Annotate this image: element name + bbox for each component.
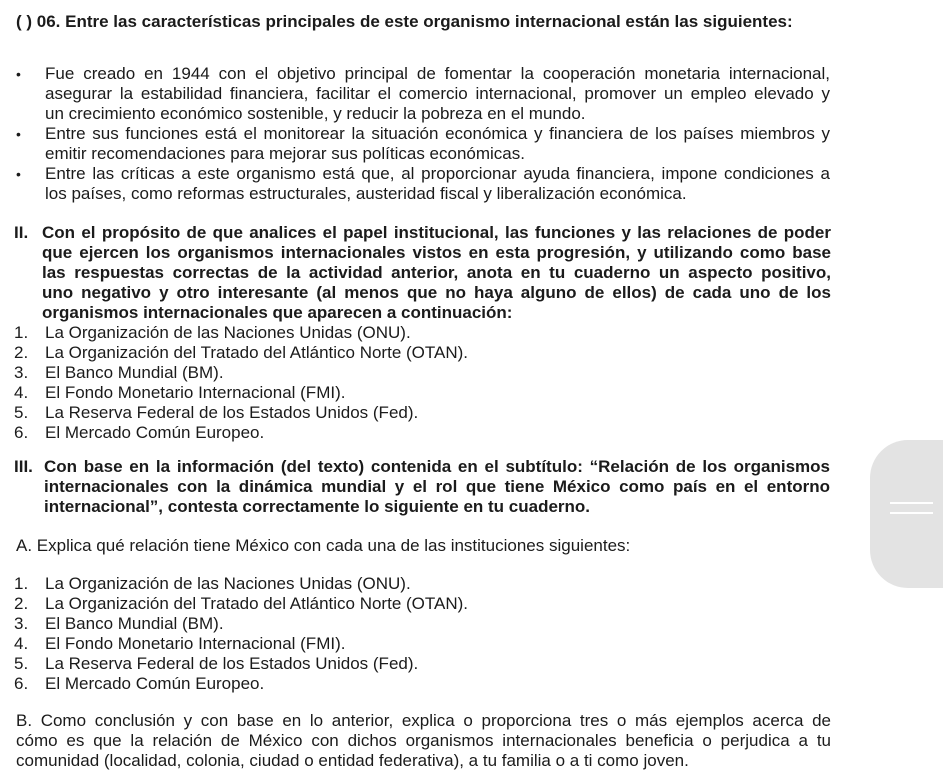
list-number: 3. bbox=[14, 363, 29, 382]
part-b-line-2: cómo es que la relación de México con dichos organismos internacionales beneficia o perjudica a tu bbox=[16, 731, 831, 750]
list-number: 6. bbox=[14, 674, 29, 693]
list-item: La Organización de las Naciones Unidas (ONU). bbox=[45, 574, 411, 593]
list-number: 4. bbox=[14, 634, 29, 653]
part-b-line-1: B. Como conclusión y con base en lo anterior, explica o proporciona tres o más ejemplos acerca de bbox=[16, 711, 831, 730]
bullet-marker: • bbox=[16, 126, 21, 142]
list-number: 1. bbox=[14, 323, 29, 342]
section-2-marker: II. bbox=[14, 223, 29, 242]
list-number: 2. bbox=[14, 343, 29, 362]
list-number: 5. bbox=[14, 654, 29, 673]
list-item: El Fondo Monetario Internacional (FMI). bbox=[45, 634, 346, 653]
bullet-2-line-1: Entre sus funciones está el monitorear la situación económica y financiera de los países miembros y bbox=[45, 124, 830, 143]
list-item: La Organización de las Naciones Unidas (ONU). bbox=[45, 323, 411, 342]
bullet-3-line-2: los países, como reformas estructurales, austeridad fiscal y liberalización económica. bbox=[45, 184, 687, 203]
list-item: El Mercado Común Europeo. bbox=[45, 674, 265, 693]
list-number: 5. bbox=[14, 403, 29, 422]
part-b-line-3: comunidad (localidad, colonia, ciudad o entidad federativa), a tu familia o a ti como joven. bbox=[16, 751, 689, 770]
list-item: El Mercado Común Europeo. bbox=[45, 423, 265, 442]
bullet-1-line-3: un crecimiento económico sostenible, y reducir la pobreza en el mundo. bbox=[45, 104, 586, 123]
list-item: El Banco Mundial (BM). bbox=[45, 363, 224, 382]
list-number: 3. bbox=[14, 614, 29, 633]
bullet-1-line-1: Fue creado en 1944 con el objetivo principal de fomentar la cooperación monetaria internacional, bbox=[45, 64, 830, 83]
section-3-line-3: internacional”, contesta correctamente lo siguiente en tu cuaderno. bbox=[44, 497, 591, 516]
section-2-line-1: Con el propósito de que analices el papel institucional, las funciones y las relaciones de poder bbox=[42, 223, 831, 242]
list-item: La Reserva Federal de los Estados Unidos (Fed). bbox=[45, 654, 419, 673]
list-item: El Fondo Monetario Internacional (FMI). bbox=[45, 383, 346, 402]
list-number: 1. bbox=[14, 574, 29, 593]
section-3-marker: III. bbox=[14, 457, 33, 476]
bullet-3-line-1: Entre las críticas a este organismo está que, al proporcionar ayuda financiera, impone condiciones a bbox=[45, 164, 830, 183]
list-item: El Banco Mundial (BM). bbox=[45, 614, 224, 633]
bullet-2-line-2: emitir recomendaciones para mejorar sus políticas económicas. bbox=[45, 144, 525, 163]
section-2-line-3: las respuestas correctas de la actividad anterior, anota en tu cuaderno un aspecto positivo, bbox=[42, 263, 831, 282]
section-3-line-1: Con base en la información (del texto) contenida en el subtítulo: “Relación de los organismos bbox=[44, 457, 830, 476]
list-number: 6. bbox=[14, 423, 29, 442]
handle-grip-icon bbox=[890, 502, 933, 518]
list-item: La Organización del Tratado del Atlántico Norte (OTAN). bbox=[45, 594, 468, 613]
section-2-line-5: organismos internacionales que aparecen a continuación: bbox=[42, 303, 513, 322]
bullet-marker: • bbox=[16, 66, 21, 82]
question-header: ( ) 06. Entre las características principales de este organismo internacional están las siguientes: bbox=[16, 12, 793, 31]
part-a-prompt: A. Explica qué relación tiene México con cada una de las instituciones siguientes: bbox=[16, 536, 631, 555]
list-number: 4. bbox=[14, 383, 29, 402]
bullet-marker: • bbox=[16, 166, 21, 182]
section-2-line-4: uno negativo y otro interesante (al menos que no haya alguno de ellos) de cada uno de los bbox=[42, 283, 831, 302]
section-2-line-2: que ejercen los organismos internacionales vistos en esta progresión, y utilizando como base bbox=[42, 243, 831, 262]
section-3-line-2: internacionales con la dinámica mundial y el rol que tiene México como país en el entorno bbox=[44, 477, 830, 496]
list-item: La Reserva Federal de los Estados Unidos (Fed). bbox=[45, 403, 419, 422]
list-item: La Organización del Tratado del Atlántico Norte (OTAN). bbox=[45, 343, 468, 362]
list-number: 2. bbox=[14, 594, 29, 613]
bullet-1-line-2: asegurar la estabilidad financiera, facilitar el comercio internacional, promover un empleo elevado y bbox=[45, 84, 830, 103]
